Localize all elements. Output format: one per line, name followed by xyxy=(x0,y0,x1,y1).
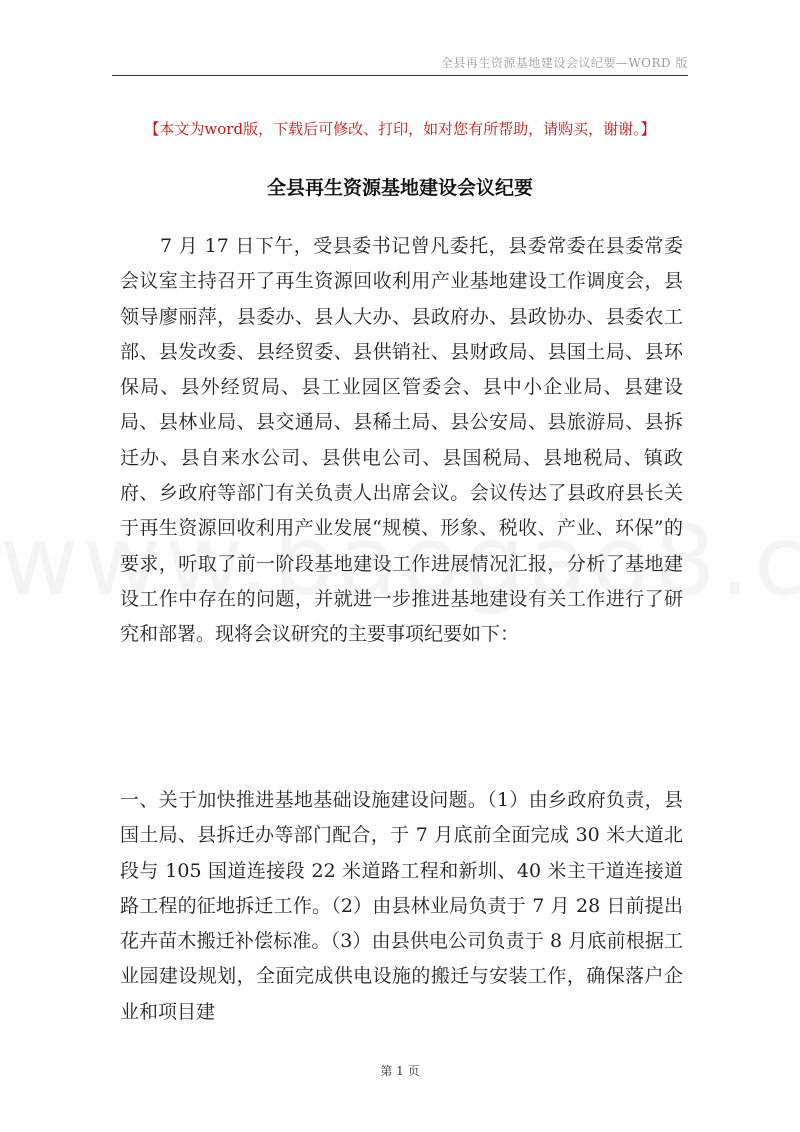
running-header: 全县再生资源基地建设会议纪要—WORD 版 xyxy=(440,56,688,70)
body-paragraph-1: 7 月 17 日下午，受县委书记曾凡委托，县委常委在县委常委会议室主持召开了再生资源回收利用产业基地建设工作调度会，县领导廖丽萍，县委办、县人大办、县政府办、县政协办、县委农工部、县发改委、县经贸委、县供销社、县财政局、县国土局、县环保局、县外经贸局、县工业园区管委会、县中小企业局、县建设局、县林业局、县交通局、县稀土局、县公安局、县旅游局、县拆迁办、县自来水公司、县供电公司、县国税局、县地税局、镇政府、乡政府等部门有关负责人出席会议。会议传达了县政府县长关于再生资源回收利用产业发展“规模、形象、税收、产业、环保”的要求，听取了前一阶段基地建设工作进展情况汇报，分析了基地建设工作中存在的问题，并就进一步推进基地建设有关工作进行了研究和部署。现将会议研究的主要事项纪要如下： xyxy=(120,235,683,646)
page-number: 第 1 页 xyxy=(380,1064,420,1078)
document-title: 全县再生资源基地建设会议纪要 xyxy=(266,177,533,199)
purchase-notice: 【本文为word版，下载后可修改、打印，如对您有所帮助，请购买，谢谢。】 xyxy=(144,120,656,138)
body-paragraph-2: 一、关于加快推进基地基础设施建设问题。（1）由乡政府负责，县国土局、县拆迁办等部门配合，于 7 月底前全面完成 30 米大道北段与 105 国道连接段 22 米道路工程和新圳、40 米主干道连接道路工程的征地拆迁工作。（2）由县林业局负责于 7 月 28 日前提出花卉苗木搬迁补偿标准。（3）由县供电公司负责于 8 月底前根据工业园建设规划，全面完成供电设施的搬迁与安装工作，确保落户企业和项目建 xyxy=(120,789,683,1023)
header-divider xyxy=(112,75,688,76)
